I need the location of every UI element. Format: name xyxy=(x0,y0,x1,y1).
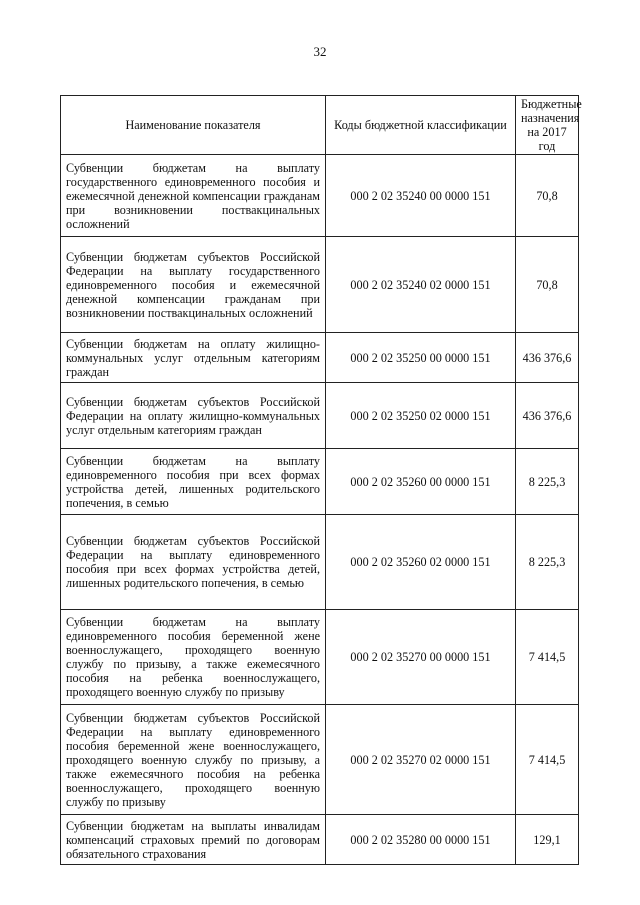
classification-code: 000 2 02 35260 02 0000 151 xyxy=(326,515,516,610)
table-row xyxy=(61,333,579,383)
header-name: Наименование показателя xyxy=(61,96,326,155)
table-row xyxy=(61,815,579,865)
indicator-name: Субвенции бюджетам на выплаты инвалидам компенсаций страховых премий по договорам обязательного страхования xyxy=(61,815,326,865)
table-header-row xyxy=(61,96,579,155)
budget-amount: 7 414,5 xyxy=(516,705,579,815)
classification-code: 000 2 02 35280 00 0000 151 xyxy=(326,815,516,865)
budget-amount: 7 414,5 xyxy=(516,610,579,705)
indicator-name: Субвенции бюджетам субъектов Российской Федерации на выплату единовременного пособия беременной жене военнослужащего, проходящего военную службу по призыву, а также ежемесячного пособия на ребенка военнослужащего, проходящего военную службу по призыву xyxy=(61,705,326,815)
header-code: Коды бюджетной классификации xyxy=(326,96,516,155)
classification-code: 000 2 02 35240 02 0000 151 xyxy=(326,237,516,333)
classification-code: 000 2 02 35250 02 0000 151 xyxy=(326,383,516,449)
budget-amount: 70,8 xyxy=(516,237,579,333)
budget-amount: 70,8 xyxy=(516,155,579,237)
indicator-name: Субвенции бюджетам субъектов Российской Федерации на выплату государственного единовременного пособия и ежемесячной денежной компенсации гражданам при возникновении поствакцинальных осложнений xyxy=(61,237,326,333)
indicator-name: Субвенции бюджетам субъектов Российской Федерации на выплату единовременного пособия при всех формах устройства детей, лишенных родительского попечения, в семью xyxy=(61,515,326,610)
budget-amount: 436 376,6 xyxy=(516,383,579,449)
table-row xyxy=(61,515,579,610)
indicator-name: Субвенции бюджетам на оплату жилищно-коммунальных услуг отдельным категориям граждан xyxy=(61,333,326,383)
budget-amount: 129,1 xyxy=(516,815,579,865)
classification-code: 000 2 02 35250 00 0000 151 xyxy=(326,333,516,383)
header-amount: Бюджетные назначения на 2017 год xyxy=(516,96,579,155)
table-row xyxy=(61,155,579,237)
table-row xyxy=(61,383,579,449)
page-number: 32 xyxy=(313,44,327,59)
classification-code: 000 2 02 35270 02 0000 151 xyxy=(326,705,516,815)
indicator-name: Субвенции бюджетам на выплату единовременного пособия при всех формах устройства детей, лишенных родительского попечения, в семью xyxy=(61,449,326,515)
table-row xyxy=(61,449,579,515)
indicator-name: Субвенции бюджетам на выплату государственного единовременного пособия и ежемесячной денежной компенсации гражданам при возникновении поствакцинальных осложнений xyxy=(61,155,326,237)
indicator-name: Субвенции бюджетам субъектов Российской Федерации на оплату жилищно-коммунальных услуг отдельным категориям граждан xyxy=(61,383,326,449)
classification-code: 000 2 02 35270 00 0000 151 xyxy=(326,610,516,705)
budget-amount: 8 225,3 xyxy=(516,515,579,610)
budget-amount: 436 376,6 xyxy=(516,333,579,383)
budget-amount: 8 225,3 xyxy=(516,449,579,515)
classification-code: 000 2 02 35260 00 0000 151 xyxy=(326,449,516,515)
indicator-name: Субвенции бюджетам на выплату единовременного пособия беременной жене военнослужащего, проходящего военную службу по призыву, а также ежемесячного пособия на ребенка военнослужащего, проходящего военную службу по призыву xyxy=(61,610,326,705)
table-row xyxy=(61,610,579,705)
table-row xyxy=(61,237,579,333)
budget-table xyxy=(60,95,582,865)
classification-code: 000 2 02 35240 00 0000 151 xyxy=(326,155,516,237)
table-row xyxy=(61,705,579,815)
